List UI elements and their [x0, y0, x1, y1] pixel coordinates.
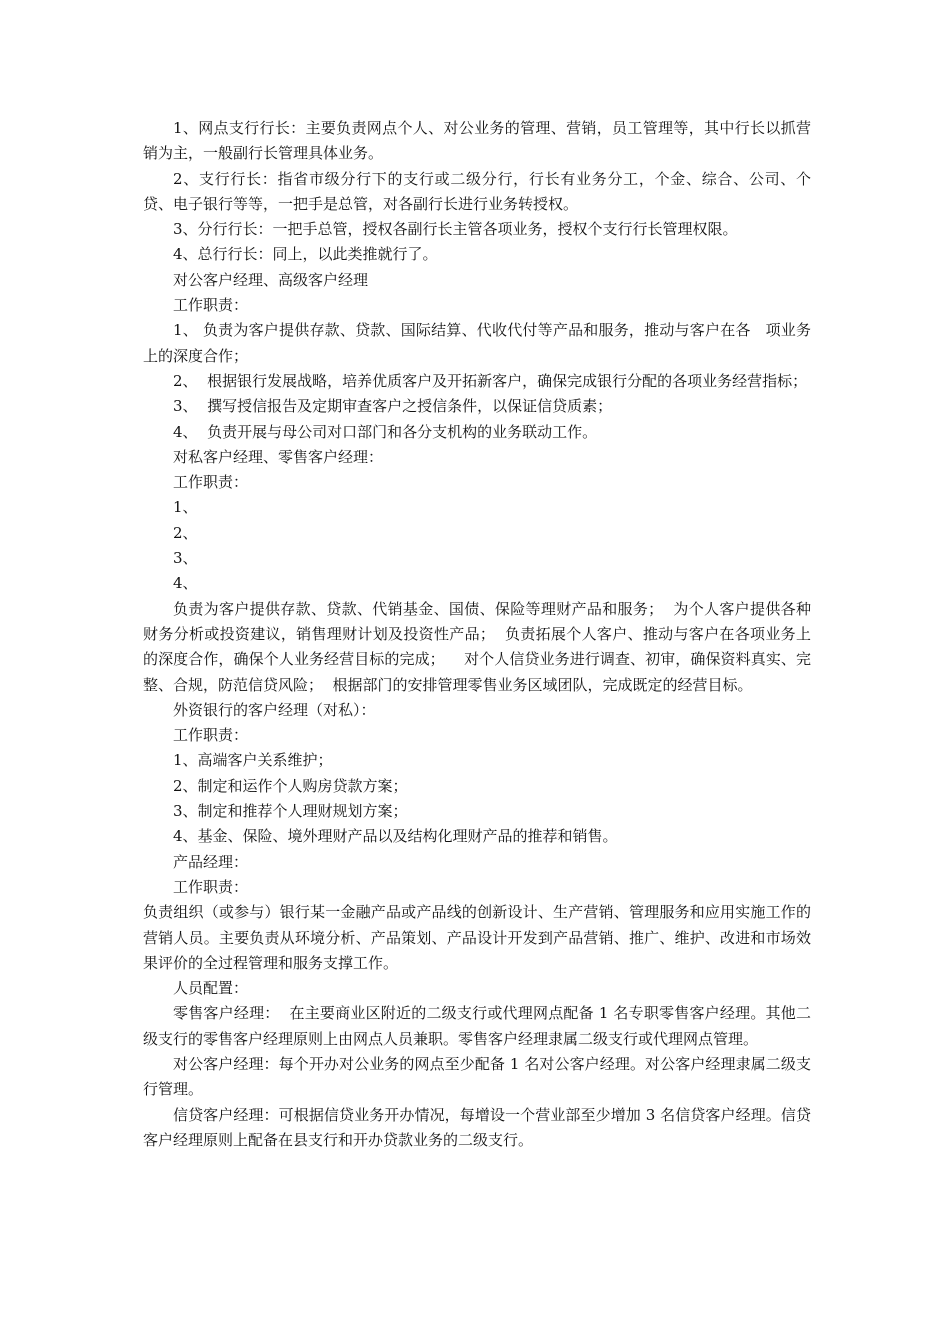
list-number: 1、	[173, 498, 198, 517]
duty-item: 3、 撰写授信报告及定期审查客户之授信条件，以保证信贷质素；	[173, 397, 613, 416]
list-number: 2、	[173, 523, 198, 542]
paragraph-2: 2、支行行长：指省市级分行下的支行或二级分行，行长有业务分工，个金、综合、公司、个贷、电子银行等等，一把手是总管，对各副行长进行业务转授权。	[143, 169, 811, 213]
document-page	[143, 116, 811, 1153]
duty-item: 2、制定和运作个人购房贷款方案；	[173, 776, 408, 795]
section-heading-foreign-bank: 外资银行的客户经理（对私）：	[173, 700, 376, 719]
duty-item: 2、 根据银行发展战略，培养优质客户及开拓新客户，确保完成银行分配的各项业务经营指标；	[173, 371, 808, 390]
list-number: 3、	[173, 549, 198, 568]
section-heading-staffing: 人员配置：	[173, 979, 249, 998]
duty-item: 1、高端客户关系维护；	[173, 751, 333, 770]
duty-item: 3、制定和推荐个人理财规划方案；	[173, 802, 408, 821]
staffing-corporate-paragraph: 对公客户经理：每个开办对公业务的网点至少配备 1 名对公客户经理。对公客户经理隶属二级支行管理。	[143, 1054, 811, 1099]
duties-label: 工作职责：	[173, 473, 249, 492]
duties-label: 工作职责：	[173, 726, 249, 745]
duty-item: 4、 负责开展与母公司对口部门和各分支机构的业务联动工作。	[173, 422, 598, 441]
section-heading-retail: 对私客户经理、零售客户经理：	[173, 447, 384, 466]
retail-duties-paragraph: 负责为客户提供存款、贷款、代销基金、国债、保险等理财产品和服务； 为个人客户提供各种财务分析或投资建议，销售理财计划及投资性产品； 负责拓展个人客户、推动与客户在各项业务上的深度合作，确保个人业务经营目标的完成； 对个人信贷业务进行调查、初审，确保资料真实、完整、合规，防范信贷风险； 根据部门的安排管理零售业务区域团队，完成既定的经营目标。	[143, 599, 811, 694]
duties-label: 工作职责：	[173, 296, 249, 315]
staffing-retail-paragraph: 零售客户经理： 在主要商业区附近的二级支行或代理网点配备 1 名专职零售客户经理。其他二级支行的零售客户经理原则上由网点人员兼职。零售客户经理隶属二级支行或代理网点管理。	[143, 1004, 811, 1048]
paragraph-4: 4、总行行长：同上，以此类推就行了。	[173, 245, 438, 264]
product-manager-paragraph: 负责组织（或参与）银行某一金融产品或产品线的创新设计、生产营销、管理服务和应用实施工作的营销人员。主要负责从环境分析、产品策划、产品设计开发到产品营销、推广、维护、改进和市场效果评价的全过程管理和服务支撑工作。	[143, 903, 811, 972]
duties-label: 工作职责：	[173, 877, 249, 896]
paragraph-1: 1、网点支行行长：主要负责网点个人、对公业务的管理、营销，员工管理等，其中行长以抓营销为主，一般副行长管理具体业务。	[143, 119, 811, 163]
duty-item: 1、 负责为客户提供存款、贷款、国际结算、代收代付等产品和服务，推动与客户在各 项业务上的深度合作；	[143, 321, 811, 365]
section-heading-product-manager: 产品经理：	[173, 852, 249, 871]
staffing-credit-paragraph: 信贷客户经理：可根据信贷业务开办情况，每增设一个营业部至少增加 3 名信贷客户经理。信贷客户经理原则上配备在县支行和开办贷款业务的二级支行。	[143, 1105, 811, 1149]
duty-item: 4、基金、保险、境外理财产品以及结构化理财产品的推荐和销售。	[173, 827, 618, 846]
paragraph-3: 3、分行行长：一把手总管，授权各副行长主管各项业务，授权个支行行长管理权限。	[173, 220, 738, 239]
list-number: 4、	[173, 574, 198, 593]
section-heading-corporate: 对公客户经理、高级客户经理	[173, 270, 369, 289]
